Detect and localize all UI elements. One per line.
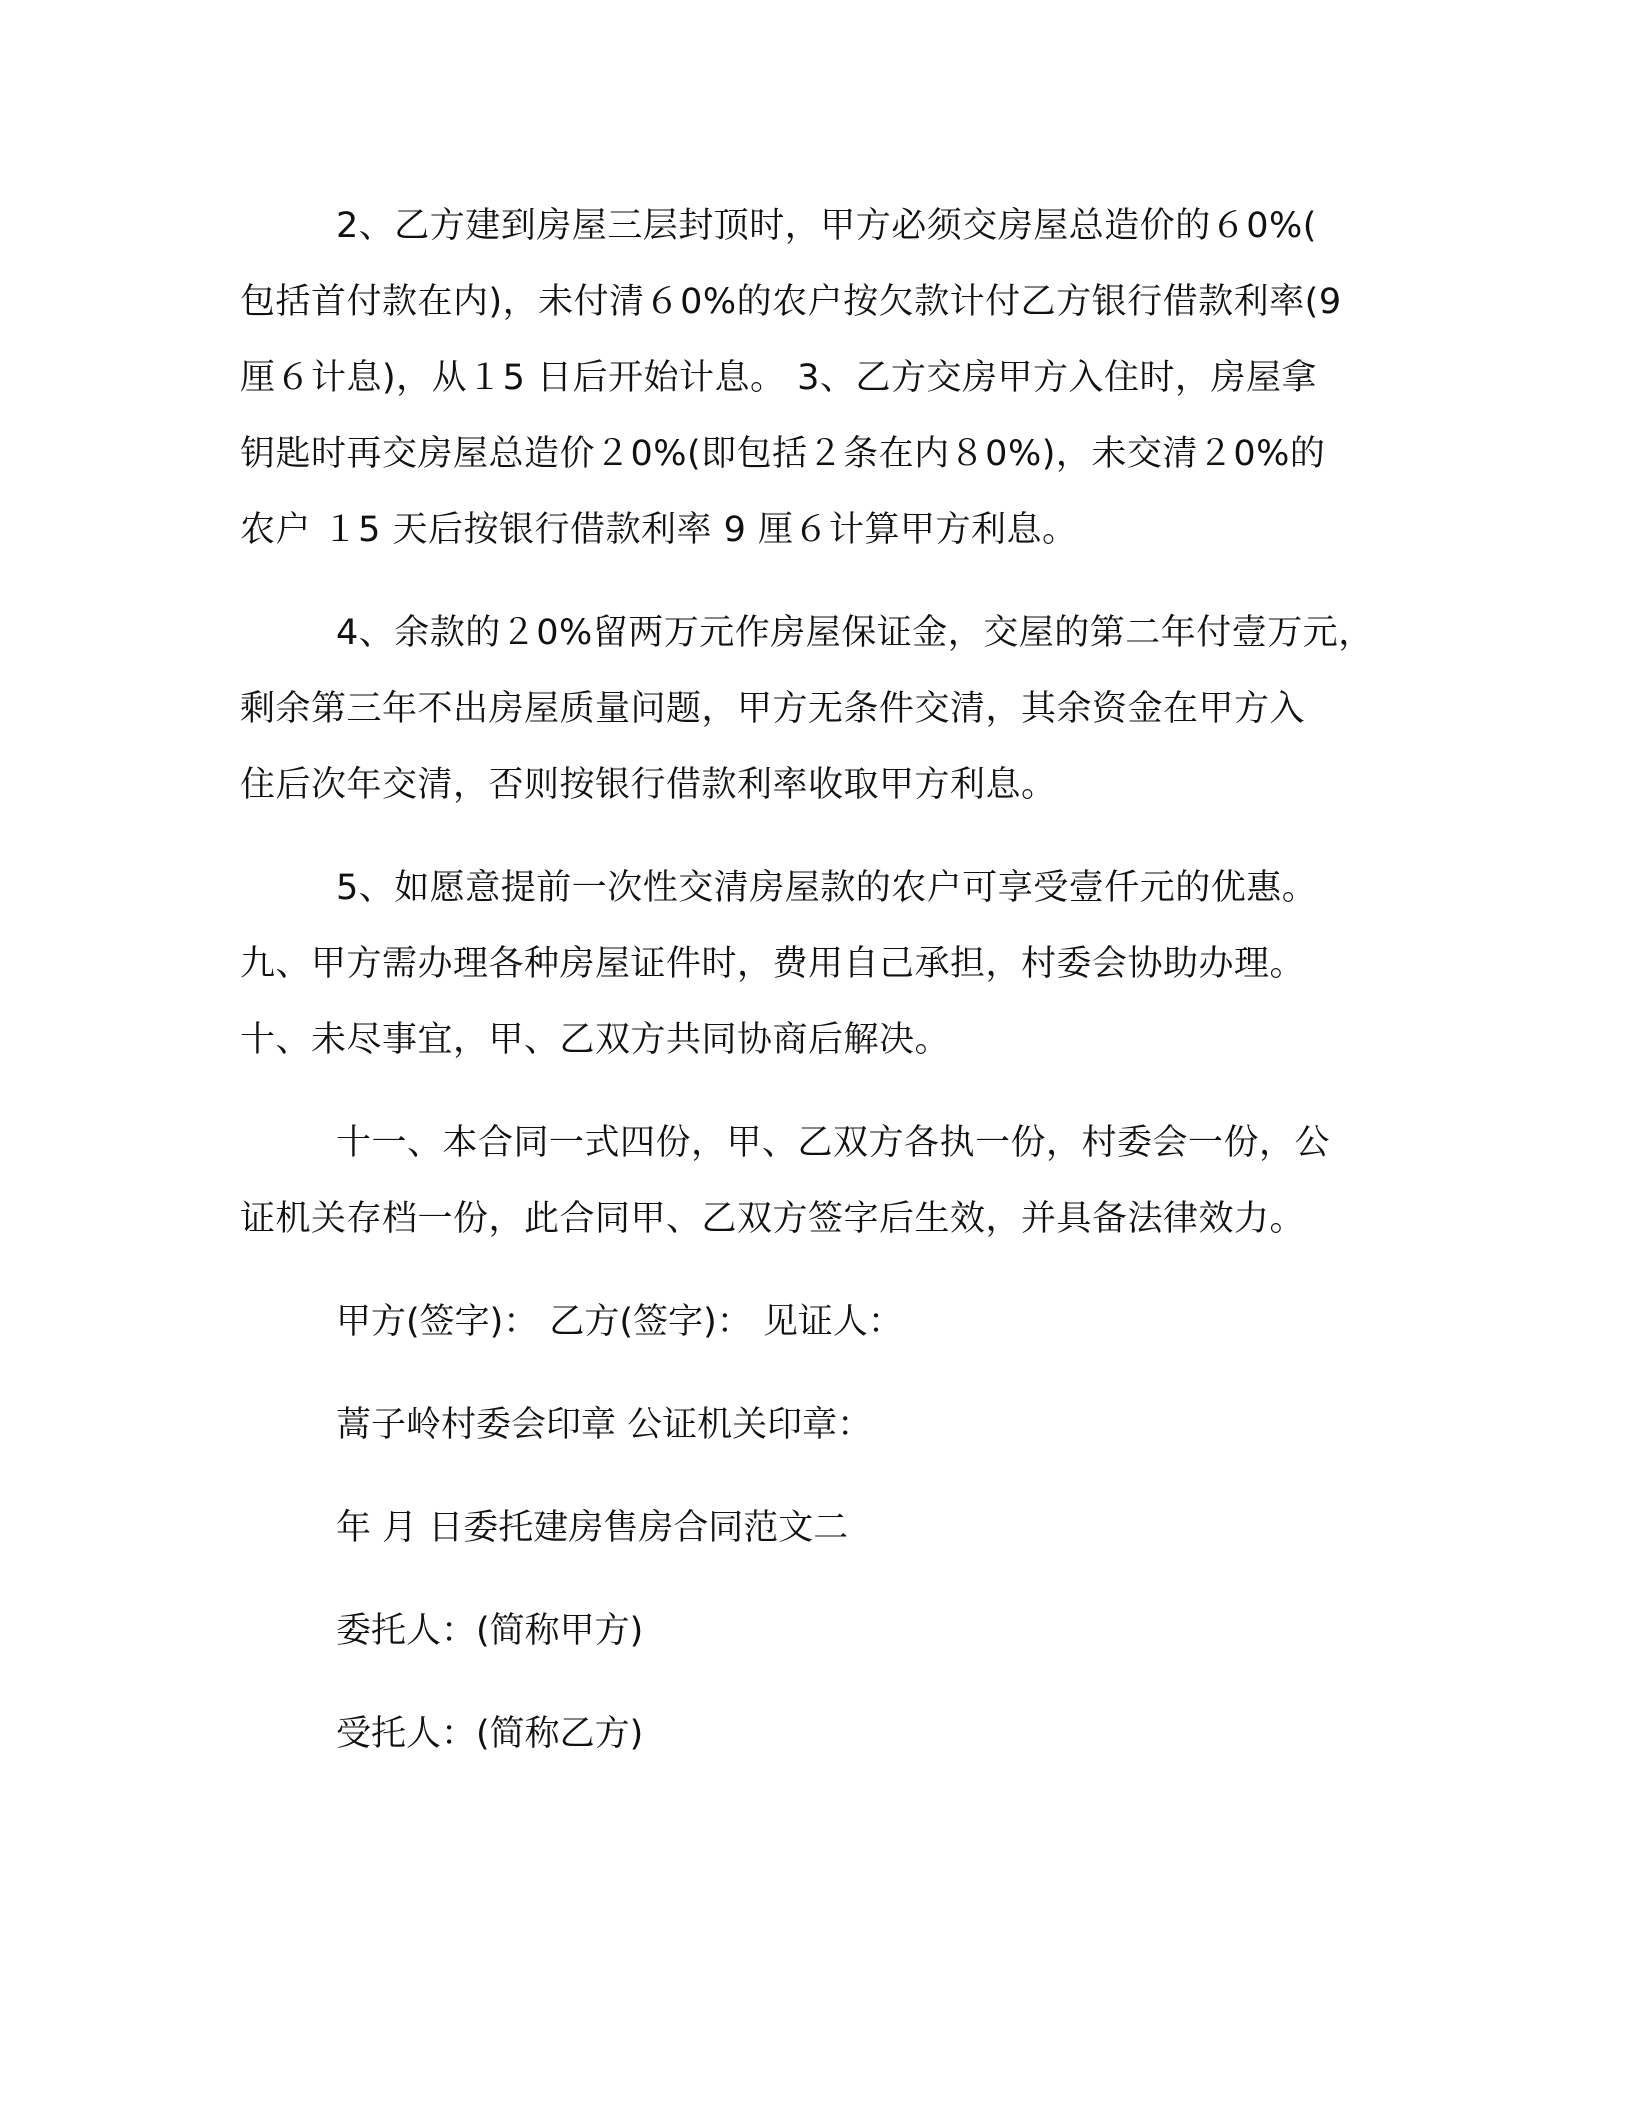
signature-section — [240, 1284, 1400, 1772]
document-body — [240, 188, 1400, 1799]
agent-line: 受托人：(简称乙方) — [336, 1714, 644, 1754]
principal-line: 委托人：(简称甲方) — [336, 1611, 644, 1651]
date-and-title-line: 年 月 日委托建房售房合同范文二 — [336, 1508, 849, 1548]
paragraph-balance-deposit: 4、余款的２0%留两万元作房屋保证金，交屋的第二年付壹万元， 剩余第三年不出房屋质量问题，甲方无条件交清，其余资金在甲方入 住后次年交清，否则按银行借款利率收取甲方利息。 — [240, 613, 1374, 805]
paragraph-early-payment-discount: 5、如愿意提前一次性交清房屋款的农户可享受壹仟元的优惠。 — [336, 868, 1318, 908]
seals-line: 蒿子岭村委会印章 公证机关印章： — [336, 1405, 873, 1445]
signature-parties-line: 甲方(签字)： 乙方(签字)： 见证人： — [336, 1302, 903, 1342]
paragraph-clause-ten: 十、未尽事宜，甲、乙双方共同协商后解决。 — [240, 1020, 951, 1060]
paragraph-clause-nine: 九、甲方需办理各种房屋证件时，费用自己承担，村委会协助办理。 — [240, 944, 1306, 984]
paragraph-payment-terms: 2、乙方建到房屋三层封顶时，甲方必须交房屋总造价的６0%( 包括首付款在内)，未付清６0%的农户按欠款计付乙方银行借款利率(9 厘６计息)，从１5 日后开始计息。 3、乙方交房甲方入住时，房屋拿 钥匙时再交房屋总造价２0%(即包括２条在内８0%)，未交清２0%的 农户 １5 天后按银行借款利率 9 厘６计算甲方利息。 — [240, 206, 1342, 550]
paragraph-clause-eleven: 十一、本合同一式四份，甲、乙双方各执一份，村委会一份，公 证机关存档一份，此合同甲、乙双方签字后生效，并具备法律效力。 — [240, 1123, 1331, 1239]
